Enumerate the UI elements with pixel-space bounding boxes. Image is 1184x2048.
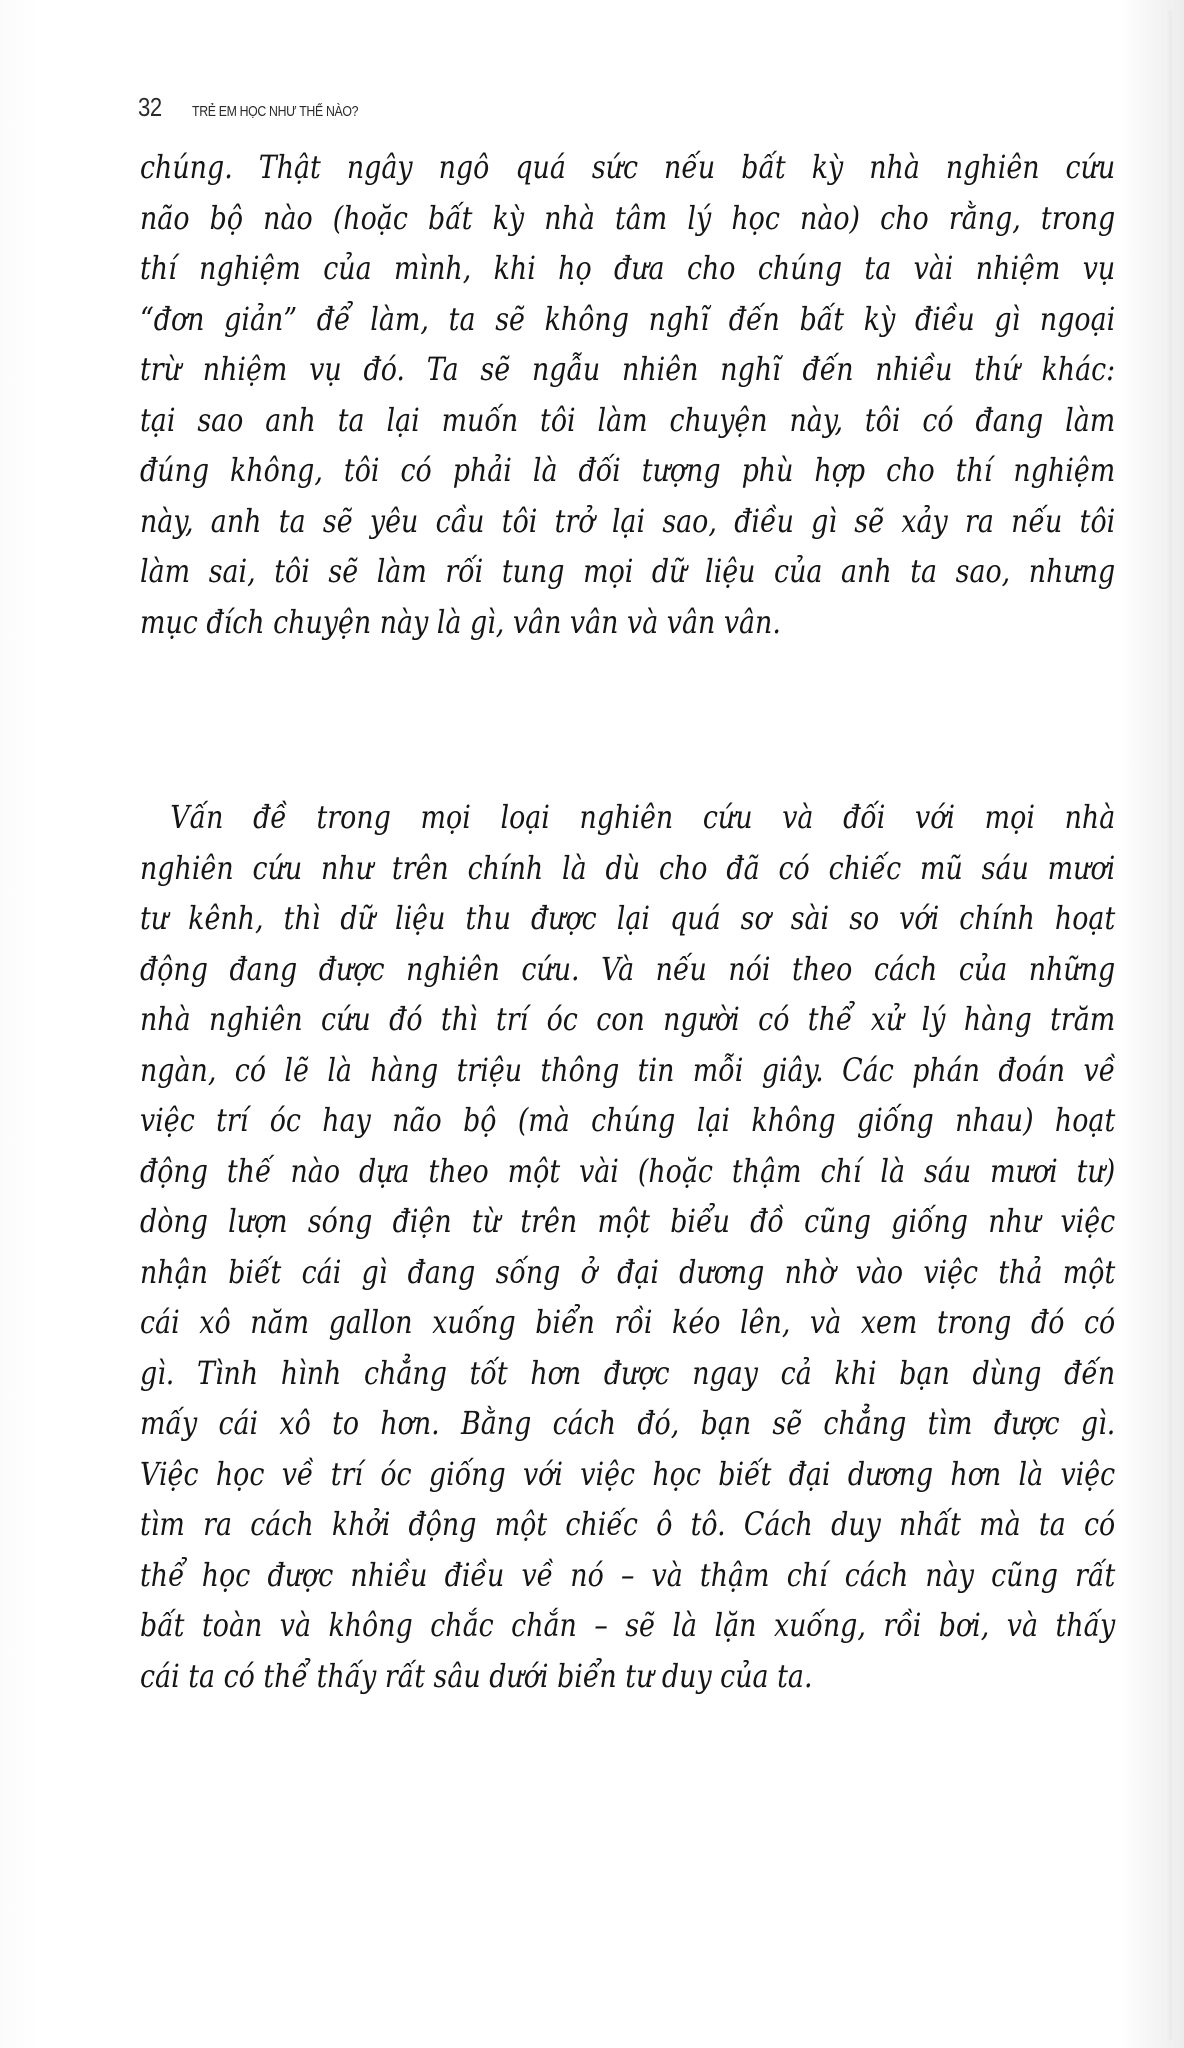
text-line: nghiên cứu như trên chính là dù cho đã có chiếc mũ sáu mươi (140, 848, 1116, 887)
text-line: tại sao anh ta lại muốn tôi làm chuyện này, tôi có đang làm (140, 400, 1116, 439)
text-line: mục đích chuyện này là gì, vân vân và vân vân. (140, 602, 781, 641)
text-line: “đơn giản” để làm, ta sẽ không nghĩ đến bất kỳ điều gì ngoại (140, 299, 1116, 338)
text-line: thí nghiệm của mình, khi họ đưa cho chúng ta vài nhiệm vụ (140, 249, 1116, 287)
page-number: 32 (138, 92, 162, 122)
text-line: động đang được nghiên cứu. Và nếu nói theo cách của những (140, 949, 1116, 988)
text-line: dòng lượn sóng điện từ trên một biểu đồ cũng giống như việc (140, 1202, 1116, 1240)
text-line: động thế nào dựa theo một vài (hoặc thậm chí là sáu mươi tư) (140, 1151, 1116, 1190)
text-line: trừ nhiệm vụ đó. Ta sẽ ngẫu nhiên nghĩ đến nhiều thứ khác: (140, 350, 1116, 388)
text-line: tư kênh, thì dữ liệu thu được lại quá sơ sài so với chính hoạt (140, 899, 1116, 937)
text-line: gì. Tình hình chẳng tốt hơn được ngay cả khi bạn dùng đến (140, 1353, 1116, 1392)
text-line: Việc học về trí óc giống với việc học biết đại dương hơn là việc (140, 1454, 1116, 1493)
paragraph-2 (140, 792, 1115, 1701)
text-line: Vấn đề trong mọi loại nghiên cứu và đối với mọi nhà (170, 798, 1116, 836)
text-line: thể học được nhiều điều về nó – và thậm chí cách này cũng rất (140, 1555, 1116, 1594)
text-line: bất toàn và không chắc chắn – sẽ là lặn xuống, rồi bơi, và thấy (140, 1606, 1116, 1644)
text-line: nhận biết cái gì đang sống ở đại dương nhờ vào việc thả một (140, 1252, 1116, 1291)
text-line: làm sai, tôi sẽ làm rối tung mọi dữ liệu của anh ta sao, nhưng (140, 552, 1116, 590)
text-line: nhà nghiên cứu đó thì trí óc con người có thể xử lý hàng trăm (140, 1000, 1116, 1038)
text-line: cái ta có thể thấy rất sâu dưới biển tư duy của ta. (140, 1656, 813, 1695)
text-line: việc trí óc hay não bộ (mà chúng lại không giống nhau) hoạt (140, 1101, 1116, 1139)
text-line: đúng không, tôi có phải là đối tượng phù hợp cho thí nghiệm (140, 451, 1116, 489)
page-edge-shadow (1166, 10, 1172, 2040)
text-line: này, anh ta sẽ yêu cầu tôi trở lại sao, điều gì sẽ xảy ra nếu tôi (140, 501, 1116, 540)
text-line: chúng. Thật ngây ngô quá sức nếu bất kỳ nhà nghiên cứu (140, 148, 1116, 186)
book-title: TRẺ EM HỌC NHƯ THẾ NÀO? (192, 104, 359, 120)
text-line: tìm ra cách khởi động một chiếc ô tô. Cách duy nhất mà ta có (140, 1505, 1116, 1543)
text-line: cái xô năm gallon xuống biển rồi kéo lên, và xem trong đó có (140, 1303, 1116, 1341)
running-head (138, 92, 387, 123)
text-line: não bộ nào (hoặc bất kỳ nhà tâm lý học nào) cho rằng, trong (140, 198, 1116, 237)
text-line: ngàn, có lẽ là hàng triệu thông tin mỗi giây. Các phán đoán về (140, 1050, 1116, 1089)
text-line: mấy cái xô to hơn. Bằng cách đó, bạn sẽ chẳng tìm được gì. (140, 1404, 1116, 1442)
paragraph-1 (140, 142, 1115, 647)
